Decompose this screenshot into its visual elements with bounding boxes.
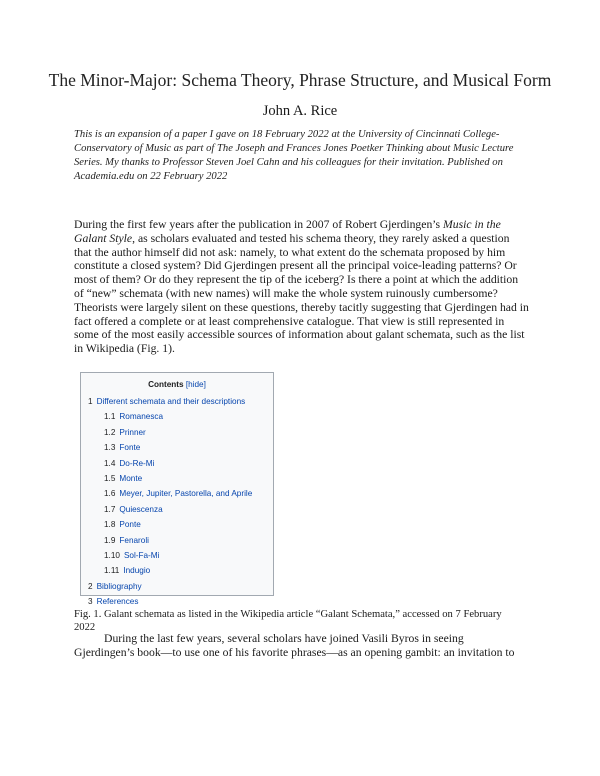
toc-item-number: 1.4 xyxy=(104,458,116,468)
toc-item-number: 1.3 xyxy=(104,443,116,453)
toc-hide-link[interactable]: [hide] xyxy=(185,380,206,389)
toc-item-link[interactable]: Meyer, Jupiter, Pastorella, and Aprile xyxy=(119,489,253,499)
toc-item[interactable] xyxy=(81,548,273,563)
paragraph-line: constitute a closed system? Did Gjerdingen present all the principal voice-leading patterns? Or xyxy=(74,259,517,273)
caption-line: 2022 xyxy=(74,622,96,633)
toc-item[interactable] xyxy=(81,440,273,455)
wikipedia-contents-box xyxy=(80,372,274,607)
paragraph-line: fact offered a complete or at least comprehensive catalogue. That view is still represented in xyxy=(74,314,505,328)
paragraph-line: Gjerdingen’s book—to use one of his favorite phrases—as an opening gambit: an invitation to xyxy=(74,645,515,659)
book-title-italic: Galant Style xyxy=(74,231,133,245)
paragraph-line xyxy=(74,218,544,232)
toc-list xyxy=(81,394,273,609)
toc-item-number: 1.10 xyxy=(104,550,120,560)
paragraph-line: During the last few years, several scholars have joined Vasili Byros in seeing xyxy=(104,632,464,645)
toc-item-number: 1 xyxy=(88,397,93,406)
publication-note xyxy=(74,128,534,184)
toc-item-number: 2 xyxy=(88,581,93,591)
paragraph-line: that the author himself did not ask: namely, to what extent do the schemata proposed by him xyxy=(74,245,506,259)
toc-title: Contents xyxy=(148,380,184,389)
toc-item[interactable] xyxy=(81,394,273,409)
toc-item-link[interactable]: Monte xyxy=(119,473,143,483)
figure-caption xyxy=(74,608,544,634)
toc-item-number: 1.2 xyxy=(104,427,116,437)
toc-item-link[interactable]: Do-Re-Mi xyxy=(119,458,155,468)
caption-line: Fig. 1. Galant schemata as listed in the Wikipedia article “Galant Schemata,” accessed on 7 February xyxy=(74,609,502,620)
toc-item-number: 1.8 xyxy=(104,520,116,530)
toc-item[interactable] xyxy=(81,563,273,578)
note-line: This is an expansion of a paper I gave on 18 February 2022 at the University of Cincinnati College- xyxy=(74,129,500,140)
toc-heading xyxy=(81,380,273,389)
toc-item-link[interactable]: Romanesca xyxy=(119,412,164,422)
note-line: Conservatory of Music as part of The Joseph and Frances Jones Poetker Thinking about Music Lecture xyxy=(74,143,514,154)
toc-item[interactable] xyxy=(81,471,273,486)
paragraph-line: most of them? Or do they represent the tip of the iceberg? Is there a point at which the addition xyxy=(74,273,519,287)
toc-item-link[interactable]: Sol-Fa-Mi xyxy=(123,550,160,560)
paragraph-line: of “new” schemata (with new names) will make the whole system ruinously cumbersome? xyxy=(74,286,498,300)
paragraph-line: some of the most easily accessible sources of information about galant schemata, such as the list xyxy=(74,328,525,342)
toc-item-link[interactable]: Quiescenza xyxy=(119,504,163,514)
toc-item[interactable] xyxy=(81,502,273,517)
toc-item[interactable] xyxy=(81,425,273,440)
toc-item-link[interactable]: Indugio xyxy=(123,566,151,576)
toc-item[interactable] xyxy=(81,533,273,548)
toc-item-number: 1.11 xyxy=(104,566,120,576)
note-line: Series. My thanks to Professor Steven Joel Cahn and his colleagues for their invitation. Published on xyxy=(74,157,503,168)
text-run: During the first few years after the publication in 2007 of Robert Gjerdingen’s xyxy=(74,218,444,231)
toc-item[interactable] xyxy=(81,517,273,532)
author-name: John A. Rice xyxy=(262,103,338,119)
toc-item-link[interactable]: Different schemata and their descriptions xyxy=(96,397,246,406)
toc-item-number: 1.5 xyxy=(104,473,116,483)
paper-title: The Minor-Major: Schema Theory, Phrase Structure, and Musical Form xyxy=(48,70,552,90)
paragraph-2 xyxy=(74,632,544,660)
text-run: , as scholars evaluated and tested his schema theory, they rarely asked a question xyxy=(132,231,510,245)
paragraph-line xyxy=(74,232,544,246)
note-line: Academia.edu on 22 February 2022 xyxy=(74,171,228,182)
paragraph-line: Theorists were largely silent on these questions, thereby tacitly suggesting that Gjerdingen had in xyxy=(74,300,529,314)
toc-item[interactable] xyxy=(81,456,273,471)
toc-item-link[interactable]: Ponte xyxy=(119,520,141,530)
toc-item-link[interactable]: Fenaroli xyxy=(119,535,149,545)
paragraph-line: in Wikipedia (Fig. 1). xyxy=(74,342,175,356)
toc-item[interactable] xyxy=(81,579,273,594)
toc-item-number: 3 xyxy=(88,597,93,607)
toc-item-link[interactable]: Prinner xyxy=(119,427,146,437)
toc-item-number: 1.9 xyxy=(104,535,116,545)
book-title-italic: Music in the xyxy=(443,218,501,231)
toc-item-number: 1.6 xyxy=(104,489,116,499)
toc-item[interactable] xyxy=(81,409,273,424)
toc-item-number: 1.7 xyxy=(104,504,116,514)
toc-item-link[interactable]: References xyxy=(96,597,139,607)
toc-item[interactable] xyxy=(81,486,273,501)
paragraph-1 xyxy=(74,218,544,356)
toc-item-link[interactable]: Fonte xyxy=(119,443,141,453)
toc-item-number: 1.1 xyxy=(104,412,116,422)
toc-item-link[interactable]: Bibliography xyxy=(96,581,142,591)
